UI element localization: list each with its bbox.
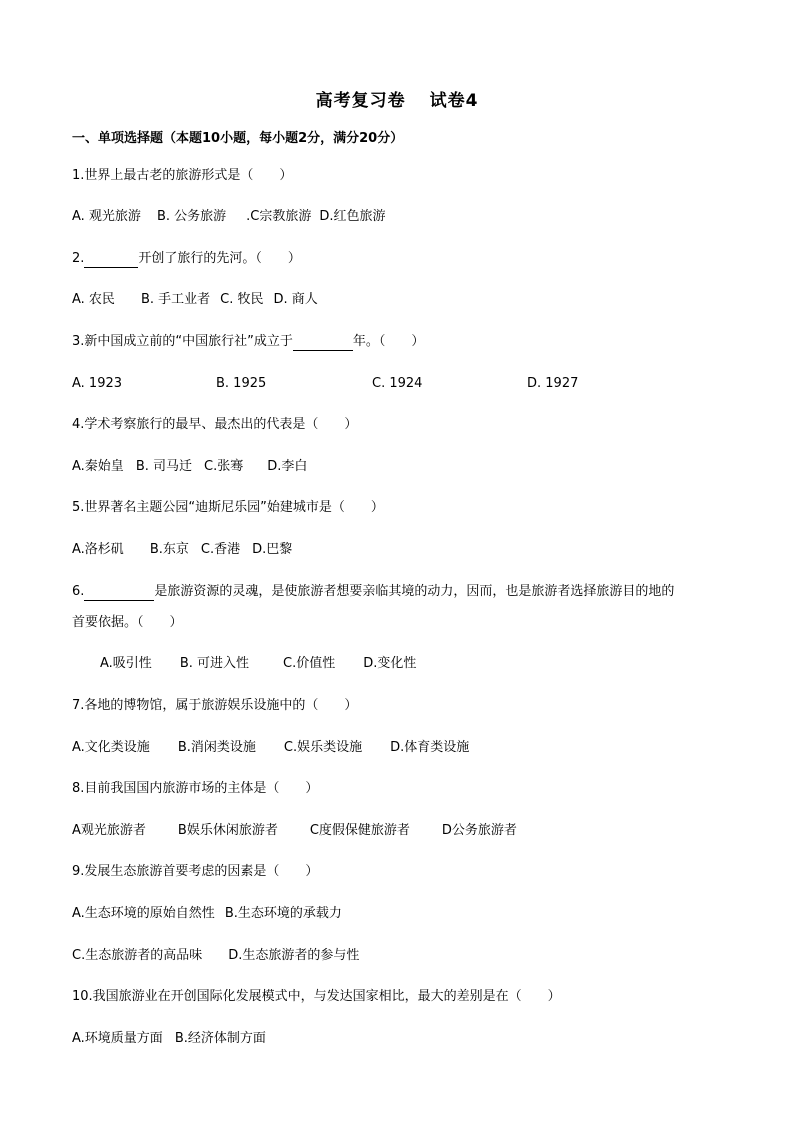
question-3-stem <box>72 333 424 351</box>
question-3-text-end: 年。（ ） <box>352 334 425 349</box>
option-d: D.巴黎 <box>252 542 293 557</box>
option-b: B. 手工业者 <box>140 292 211 307</box>
title-paper-number: 试卷4 <box>429 91 479 111</box>
option-b: B. 公务旅游 <box>156 209 227 224</box>
page-title <box>0 86 794 111</box>
question-2-options <box>72 291 318 309</box>
option-c: C.娱乐类设施 <box>283 740 363 755</box>
question-9-stem: 9.发展生态旅游首要考虑的因素是（ ） <box>72 864 319 879</box>
option-d: D.变化性 <box>363 656 417 671</box>
question-4-stem: 4.学术考察旅行的最早、最杰出的代表是（ ） <box>72 417 358 432</box>
question-3-text-start: 3.新中国成立前的“中国旅行社”成立于 <box>72 334 293 349</box>
question-6-text: 是旅游资源的灵魂，是使旅游者想要亲临其境的动力，因而，也是旅游者选择旅游目的地的 <box>154 584 675 599</box>
fill-blank <box>293 336 353 351</box>
question-6-stem-continued: 首要依据。（ ） <box>72 615 183 630</box>
option-b: B.经济体制方面 <box>174 1031 266 1046</box>
question-6-options <box>100 655 416 673</box>
question-10-options <box>72 1030 266 1048</box>
fill-blank <box>84 586 154 601</box>
option-d: D公务旅游者 <box>441 823 517 838</box>
option-b: B.消闲类设施 <box>177 740 256 755</box>
option-b: B娱乐休闲旅游者 <box>177 823 278 838</box>
question-8-options <box>72 822 517 840</box>
section-heading: 一、单项选择题（本题10小题，每小题2分，满分20分） <box>72 131 404 146</box>
option-a: A.生态环境的原始自然性 <box>72 906 215 921</box>
question-6-number: 6. <box>72 584 85 599</box>
option-c: C.生态旅游者的高品味 <box>72 948 203 963</box>
question-10-stem: 10.我国旅游业在开创国际化发展模式中，与发达国家相比，最大的差别是在（ ） <box>72 989 561 1004</box>
option-c: C. 牧民 <box>220 292 264 307</box>
question-9-options-row1 <box>72 905 342 923</box>
question-2-stem <box>72 250 301 268</box>
option-c: C. 1924 <box>372 376 423 391</box>
option-d: D.红色旅游 <box>319 209 386 224</box>
question-8-stem: 8.目前我国国内旅游市场的主体是（ ） <box>72 781 319 796</box>
question-7-stem: 7.各地的博物馆，属于旅游娱乐设施中的（ ） <box>72 698 358 713</box>
option-b: B.生态环境的承载力 <box>224 906 342 921</box>
question-1-stem: 1.世界上最古老的旅游形式是（ ） <box>72 168 293 183</box>
question-3-options <box>72 375 578 393</box>
question-6-stem <box>72 583 674 601</box>
option-a: A.环境质量方面 <box>72 1031 163 1046</box>
option-c: C.价值性 <box>283 656 336 671</box>
option-c: C度假保健旅游者 <box>309 823 410 838</box>
question-5-stem: 5.世界著名主题公园“迪斯尼乐园”始建城市是（ ） <box>72 500 384 515</box>
question-7-options <box>72 739 469 757</box>
option-a: A观光旅游者 <box>72 823 146 838</box>
option-b: B. 可进入性 <box>179 656 249 671</box>
option-c: .C宗教旅游 <box>246 209 312 224</box>
option-b: B.东京 <box>149 542 189 557</box>
option-b: B. 1925 <box>216 376 267 391</box>
option-a: A.洛杉矶 <box>72 542 124 557</box>
question-5-options <box>72 541 292 559</box>
option-d: D.生态旅游者的参与性 <box>228 948 360 963</box>
question-1-options <box>72 208 386 226</box>
question-9-options-row2 <box>72 947 359 965</box>
option-a: A. 1923 <box>72 376 123 391</box>
question-2-text: 开创了旅行的先河。（ ） <box>138 251 301 266</box>
option-a: A.秦始皇 <box>72 459 124 474</box>
option-b: B. 司马迁 <box>135 459 192 474</box>
option-d: D. 商人 <box>273 292 318 307</box>
option-d: D.李白 <box>267 459 308 474</box>
option-c: C.香港 <box>200 542 241 557</box>
question-4-options <box>72 458 307 476</box>
option-c: C.张骞 <box>204 459 244 474</box>
option-a: A. 观光旅游 <box>72 209 141 224</box>
option-d: D. 1927 <box>527 376 579 391</box>
option-a: A. 农民 <box>72 292 115 307</box>
option-a: A.文化类设施 <box>72 740 150 755</box>
option-d: D.体育类设施 <box>390 740 470 755</box>
fill-blank <box>84 253 138 268</box>
title-main: 高考复习卷 <box>315 91 406 111</box>
option-a: A.吸引性 <box>100 656 152 671</box>
question-2-number: 2. <box>72 251 85 266</box>
